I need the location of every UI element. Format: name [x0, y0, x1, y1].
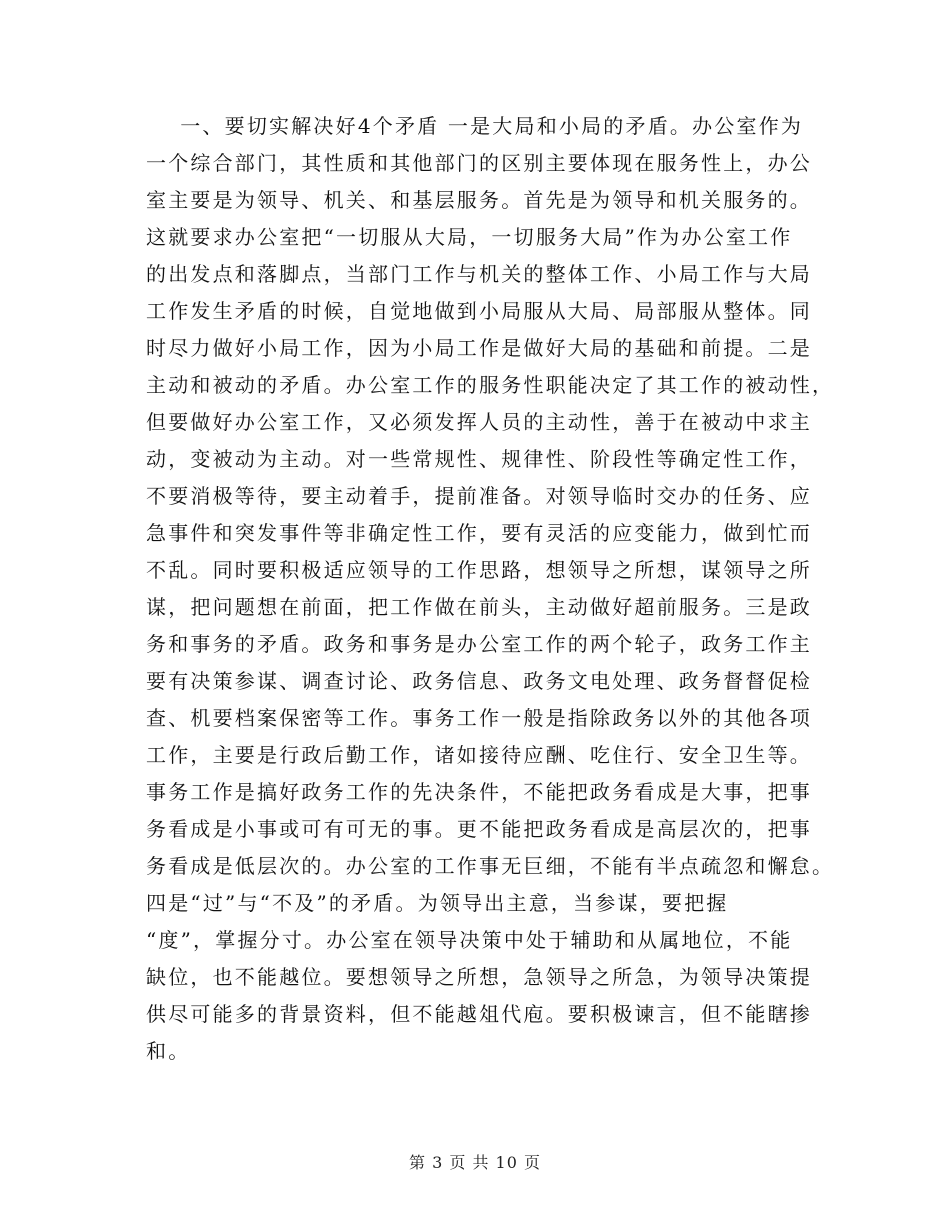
- text-line-19: 事务工作是搞好政务工作的先决条件，不能把政务看成是大事，把事: [146, 780, 812, 804]
- text-line-22: 四是“过”与“不及”的矛盾。为领导出主意，当参谋，要把握: [146, 891, 729, 915]
- text-line-3: 室主要是为领导、机关、和基层服务。首先是为领导和机关服务的。: [146, 188, 812, 212]
- text-line-14: 谋，把问题想在前面，把工作做在前头，主动做好超前服务。三是政: [146, 595, 812, 619]
- text-line-5: 的出发点和落脚点，当部门工作与机关的整体工作、小局工作与大局: [146, 262, 812, 286]
- text-line-7: 时尽力做好小局工作，因为小局工作是做好大局的基础和前提。二是: [146, 336, 812, 360]
- text-line-8: 主动和被动的矛盾。办公室工作的服务性职能决定了其工作的被动性，: [146, 373, 835, 397]
- text-line-10: 动，变被动为主动。对一些常规性、规律性、阶段性等确定性工作，: [146, 447, 812, 471]
- text-line-12: 急事件和突发事件等非确定性工作，要有灵活的应变能力，做到忙而: [146, 521, 812, 545]
- text-line-2: 一个综合部门，其性质和其他部门的区别主要体现在服务性上，办公: [146, 151, 812, 175]
- text-line-17: 查、机要档案保密等工作。事务工作一般是指除政务以外的其他各项: [146, 706, 812, 730]
- text-line-20: 务看成是小事或可有可无的事。更不能把政务看成是高层次的，把事: [146, 817, 812, 841]
- text-line-21: 务看成是低层次的。办公室的工作事无巨细，不能有半点疏忽和懈怠。: [146, 854, 835, 878]
- body-text: [146, 108, 835, 1070]
- text-line-24: 缺位，也不能越位。要想领导之所想，急领导之所急，为领导决策提: [146, 965, 812, 989]
- text-line-15: 务和事务的矛盾。政务和事务是办公室工作的两个轮子，政务工作主: [146, 632, 812, 656]
- text-line-13: 不乱。同时要积极适应领导的工作思路，想领导之所想，谋领导之所: [146, 558, 812, 582]
- text-line-11: 不要消极等待，要主动着手，提前准备。对领导临时交办的任务、应: [146, 484, 812, 508]
- text-line-23: “度”，掌握分寸。办公室在领导决策中处于辅助和从属地位，不能: [146, 928, 793, 952]
- text-line-18: 工作，主要是行政后勤工作，诸如接待应酬、吃住行、安全卫生等。: [146, 743, 812, 767]
- text-line-1: 一、要切实解决好4个矛盾 一是大局和小局的矛盾。办公室作为: [146, 114, 804, 138]
- page-number-footer: 第 3 页 共 10 页: [409, 1153, 541, 1172]
- text-line-4: 这就要求办公室把“一切服从大局，一切服务大局”作为办公室工作: [146, 225, 793, 249]
- text-line-26: 和。: [146, 1039, 191, 1063]
- text-line-25: 供尽可能多的背景资料，但不能越俎代庖。要积极谏言，但不能瞎掺: [146, 1002, 812, 1026]
- text-line-16: 要有决策参谋、调查讨论、政务信息、政务文电处理、政务督督促检: [146, 669, 812, 693]
- text-line-6: 工作发生矛盾的时候，自觉地做到小局服从大局、局部服从整体。同: [146, 299, 812, 323]
- text-line-9: 但要做好办公室工作，又必须发挥人员的主动性，善于在被动中求主: [146, 410, 812, 434]
